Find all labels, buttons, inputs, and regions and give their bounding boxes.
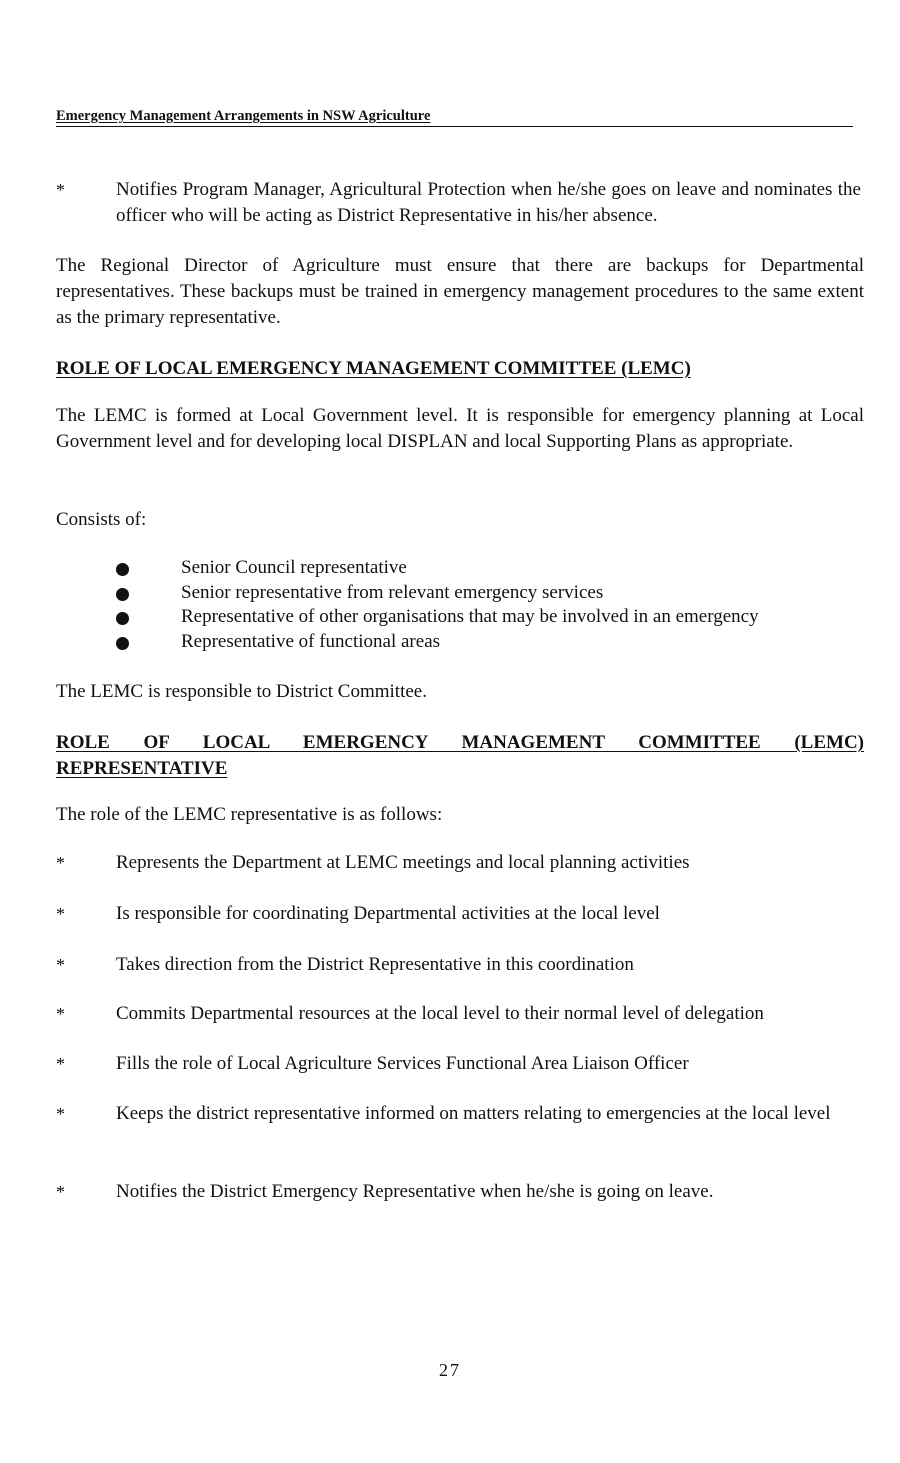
section-heading-line-2: REPRESENTATIVE: [56, 758, 228, 779]
backup-paragraph: The Regional Director of Agriculture must ensure that there are backups for Departmental representatives. These backups must be trained in emergency management procedures to the same extent as the primary representative.: [56, 255, 864, 328]
representative-intro: The role of the LEMC representative is as follows:: [56, 804, 443, 825]
list-item-text: Fills the role of Local Agriculture Services Functional Area Liaison Officer: [116, 1053, 689, 1074]
lemc-responsible-text: The LEMC is responsible to District Committee.: [56, 681, 427, 702]
section-heading-line-1: ROLE OF LOCAL EMERGENCY MANAGEMENT COMMITTEE (LEMC): [56, 732, 864, 753]
asterisk-marker: *: [56, 1104, 65, 1124]
list-item-text: Representative of functional areas: [181, 630, 441, 652]
section-heading-lemc-representative: [56, 730, 864, 782]
bullet-dot-icon: [116, 588, 129, 601]
consists-of-label: Consists of:: [56, 509, 147, 530]
asterisk-marker: *: [56, 904, 65, 924]
list-item: [56, 1001, 864, 1027]
list-item: [56, 1179, 864, 1205]
list-item: [56, 1051, 864, 1077]
bullet-dot-icon: [116, 563, 129, 576]
asterisk-marker: *: [56, 853, 65, 873]
intro-list-item-text: Notifies Program Manager, Agricultural Protection when he/she goes on leave and nominates the officer who will be acting as District Representative in his/her absence.: [116, 179, 861, 226]
bullet-dot-icon: [116, 612, 129, 625]
bullet-dot-icon: [116, 637, 129, 650]
list-item-text: Senior representative from relevant emergency services: [181, 581, 604, 603]
asterisk-marker: *: [56, 1004, 65, 1024]
running-header: [56, 108, 853, 127]
list-item: [56, 1101, 864, 1153]
running-header-title: Emergency Management Arrangements in NSW Agriculture: [56, 108, 431, 124]
page-number: 27: [439, 1360, 461, 1380]
list-item-text: Takes direction from the District Representative in this coordination: [116, 954, 634, 975]
section-heading-lemc: ROLE OF LOCAL EMERGENCY MANAGEMENT COMMITTEE (LEMC): [56, 358, 691, 379]
list-item: [56, 952, 864, 978]
list-item-text: Keeps the district representative informed on matters relating to emergencies at the local level: [116, 1103, 831, 1124]
list-item-text: Senior Council representative: [181, 557, 407, 578]
asterisk-marker: *: [56, 955, 65, 975]
intro-list-item: [56, 177, 864, 229]
asterisk-marker: *: [56, 180, 65, 200]
asterisk-marker: *: [56, 1054, 65, 1074]
list-item-text: Is responsible for coordinating Departmental activities at the local level: [116, 903, 660, 924]
lemc-description-paragraph: The LEMC is formed at Local Government level. It is responsible for emergency planning at Local Government level and for developing local DISPLAN and local Supporting Plans as appropriate.: [56, 405, 864, 452]
asterisk-marker: *: [56, 1182, 65, 1202]
list-item-text: Represents the Department at LEMC meetings and local planning activities: [116, 852, 690, 873]
list-item-text: Commits Departmental resources at the local level to their normal level of delegation: [116, 1003, 764, 1024]
list-item: [56, 850, 864, 876]
list-item-text: Representative of other organisations that may be involved in an emergency: [181, 606, 759, 627]
list-item: [56, 901, 864, 927]
list-item-text: Notifies the District Emergency Representative when he/she is going on leave.: [116, 1181, 714, 1202]
